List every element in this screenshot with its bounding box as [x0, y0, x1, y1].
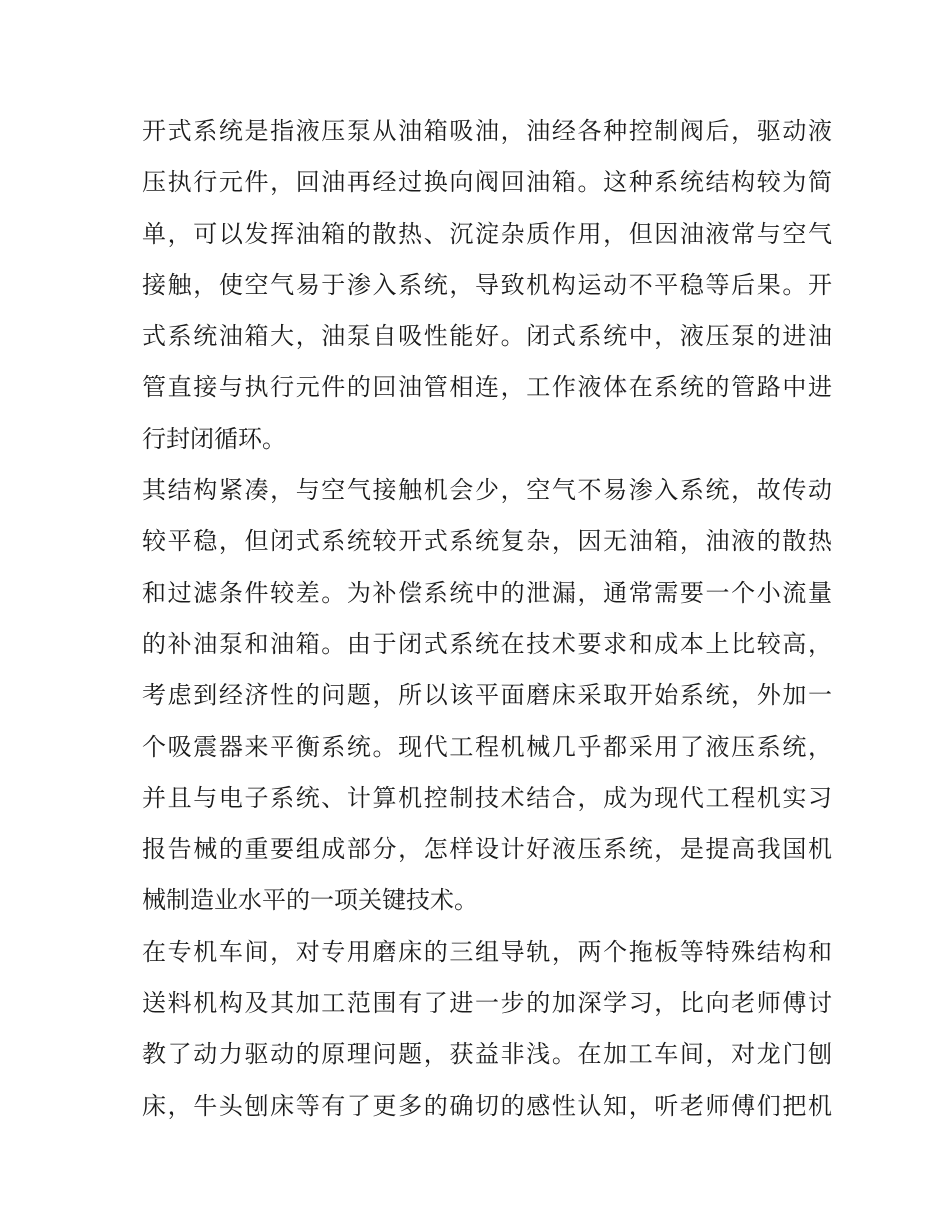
- text-line: 式系统油箱大，油泵自吸性能好。闭式系统中，液压泵的进油: [142, 322, 832, 351]
- text-line: 单，可以发挥油箱的散热、沉淀杂质作用，但因油液常与空气: [142, 219, 832, 248]
- text-line: 压执行元件，回油再经过换向阀回油箱。这种系统结构较为简: [142, 168, 832, 197]
- text-line: 其结构紧凑，与空气接触机会少，空气不易渗入系统，故传动: [142, 476, 832, 505]
- text-line: 和过滤条件较差。为补偿系统中的泄漏，通常需要一个小流量: [142, 578, 832, 607]
- text-line: 的补油泵和油箱。由于闭式系统在技术要求和成本上比较高，: [142, 629, 832, 658]
- text-line: 报告械的重要组成部分，怎样设计好液压系统，是提高我国机: [142, 835, 832, 864]
- body-text: [142, 106, 832, 1132]
- text-line: 个吸震器来平衡系统。现代工程机械几乎都采用了液压系统，: [142, 732, 832, 761]
- text-line: 较平稳，但闭式系统较开式系统复杂，因无油箱，油液的散热: [142, 527, 832, 556]
- text-line: 行封闭循环。: [142, 424, 286, 453]
- text-line: 教了动力驱动的原理问题，获益非浅。在加工车间，对龙门刨: [142, 1040, 832, 1069]
- text-line: 考虑到经济性的问题，所以该平面磨床采取开始系统，外加一: [142, 681, 832, 710]
- text-line: 接触，使空气易于渗入系统，导致机构运动不平稳等后果。开: [142, 270, 832, 299]
- text-line: 床，牛头刨床等有了更多的确切的感性认知，听老师傅们把机: [142, 1091, 832, 1120]
- text-line: 在专机车间，对专用磨床的三组导轨，两个拖板等特殊结构和: [142, 937, 832, 966]
- text-line: 开式系统是指液压泵从油箱吸油，油经各种控制阀后，驱动液: [142, 117, 832, 145]
- text-line: 管直接与执行元件的回油管相连，工作液体在系统的管路中进: [142, 373, 832, 402]
- text-line: 械制造业水平的一项关键技术。: [142, 886, 478, 915]
- text-line: 并且与电子系统、计算机控制技术结合，成为现代工程机实习: [142, 783, 832, 812]
- text-line: 送料机构及其加工范围有了进一步的加深学习，比向老师傅讨: [142, 989, 832, 1018]
